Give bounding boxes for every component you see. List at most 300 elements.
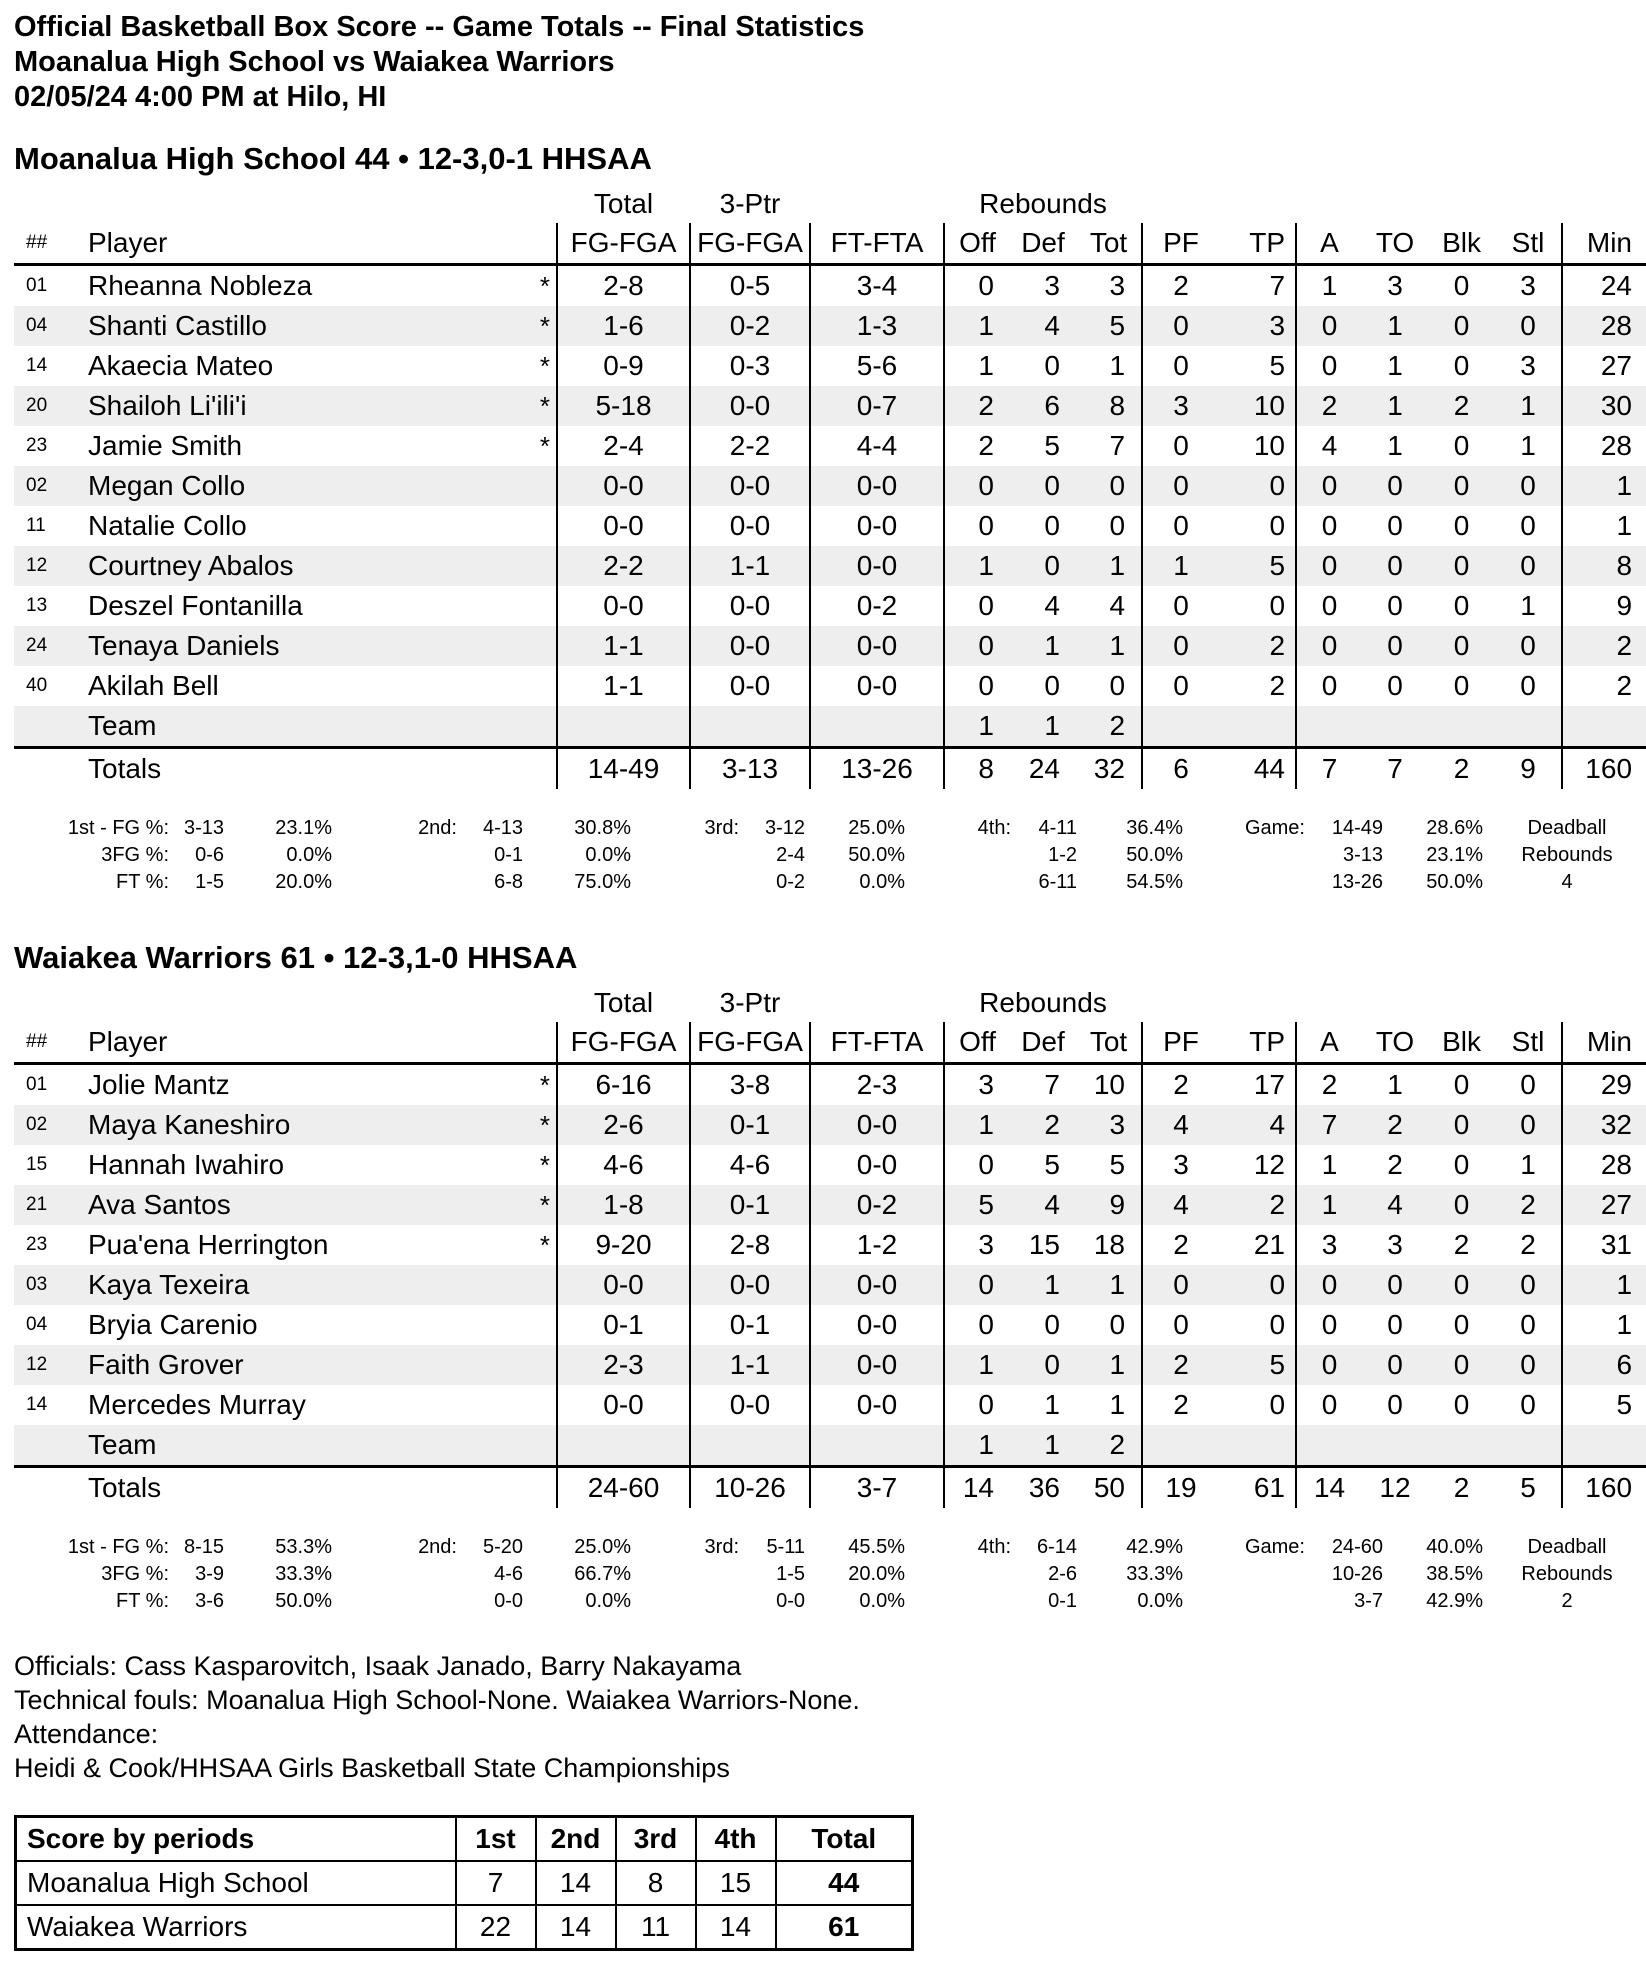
- pct-line: [905, 869, 1183, 896]
- team-heading: Moanalua High School 44 • 12-3,0-1 HHSAA: [14, 141, 652, 176]
- total-points: 0: [1269, 1269, 1286, 1300]
- pct-line: [1183, 869, 1483, 896]
- reb-def: 6: [1044, 390, 1060, 421]
- turnovers: 0: [1387, 470, 1403, 501]
- fg-fga: 1-8: [557, 1185, 690, 1225]
- 3pt-fg-fga: [690, 1425, 810, 1467]
- spacer: [810, 185, 944, 223]
- starter-mark: *: [539, 1189, 550, 1220]
- steals: 5: [1495, 1467, 1562, 1509]
- blocks: 0: [1453, 470, 1470, 501]
- blocks: 0: [1453, 1109, 1470, 1140]
- player-row: [14, 1225, 1646, 1265]
- fg-fga: 5-18: [557, 386, 690, 426]
- 3pt-fg-fga: 0-0: [690, 666, 810, 706]
- pct-line: [1183, 1534, 1483, 1561]
- team-section-moanalua: [14, 141, 1632, 896]
- matchup-line: Moanalua High School vs Waiakea Warriors: [14, 46, 615, 78]
- steals: 0: [1520, 510, 1536, 541]
- fg-fga: 2-4: [557, 426, 690, 466]
- score-q2: 14: [536, 1905, 616, 1950]
- pct-row-label: [332, 1561, 457, 1588]
- reb-def: 0: [1044, 1309, 1060, 1340]
- personal-fouls: 0: [1142, 626, 1219, 666]
- player-name: Mercedes Murray: [88, 1389, 306, 1420]
- starter-mark: [519, 666, 557, 706]
- pct-line: [631, 1561, 905, 1588]
- pct-period-group: [1183, 815, 1483, 896]
- 3pt-fg-fga: 0-0: [690, 1265, 810, 1305]
- starter-mark: *: [539, 390, 550, 421]
- reb-tot: 2: [1109, 710, 1126, 741]
- steals: 1: [1520, 1149, 1536, 1180]
- column-header: Blk: [1428, 223, 1495, 265]
- ft-fta: 0-0: [810, 1305, 944, 1345]
- assists: 0: [1296, 1265, 1362, 1305]
- minutes: 9: [1562, 586, 1646, 626]
- total-points: 0: [1269, 470, 1286, 501]
- blocks: 0: [1453, 1149, 1470, 1180]
- blocks: 0: [1453, 1069, 1470, 1100]
- pct-line: [905, 1588, 1183, 1615]
- turnovers: 3: [1387, 1229, 1403, 1260]
- reb-off: 1: [944, 1105, 1010, 1145]
- ft-fta: 0-0: [810, 1385, 944, 1425]
- deadball-rebounds: [1502, 1534, 1632, 1615]
- reb-off: 0: [944, 586, 1010, 626]
- steals: 0: [1520, 1109, 1536, 1140]
- total-points: 61: [1219, 1467, 1296, 1509]
- ft-fta: 2-3: [810, 1064, 944, 1106]
- score-header-2nd: 2nd: [536, 1817, 616, 1862]
- reb-off: 5: [944, 1185, 1010, 1225]
- pct-percentage: 36.4%: [1126, 817, 1183, 839]
- total-points: [1219, 706, 1296, 748]
- stat-column-header-row: [14, 223, 1646, 265]
- ft-fta: 0-0: [810, 466, 944, 506]
- steals: 0: [1520, 1069, 1536, 1100]
- reb-tot: 0: [1109, 510, 1126, 541]
- total-points: 0: [1269, 510, 1286, 541]
- 3pt-fg-fga: 0-0: [690, 586, 810, 626]
- reb-off: 2: [944, 426, 1010, 466]
- pct-percentage: 30.8%: [574, 817, 631, 839]
- pct-made-attempted: 1-5: [195, 871, 224, 893]
- fg-fga: 0-1: [557, 1305, 690, 1345]
- player-row: [14, 666, 1646, 706]
- turnovers: 2: [1387, 1109, 1403, 1140]
- personal-fouls: [1142, 1425, 1219, 1467]
- pct-made-attempted: 8-15: [183, 1536, 224, 1558]
- blocks: 2: [1428, 1467, 1495, 1509]
- pct-row-label: 1st - FG %:: [67, 817, 169, 839]
- steals: 0: [1520, 1349, 1536, 1380]
- player-row: [14, 346, 1646, 386]
- fg-fga: 0-9: [557, 346, 690, 386]
- starter-mark: [519, 748, 557, 790]
- fg-fga: 2-2: [557, 546, 690, 586]
- reb-off: 2: [944, 386, 1010, 426]
- column-header: Player: [88, 1022, 519, 1064]
- turnovers: 2: [1387, 1149, 1403, 1180]
- player-name: Faith Grover: [88, 1349, 244, 1380]
- reb-off: 1: [944, 346, 1010, 386]
- personal-fouls: 2: [1142, 1385, 1219, 1425]
- pct-line: [14, 1588, 332, 1615]
- starter-mark: [519, 586, 557, 626]
- starter-mark: *: [539, 430, 550, 461]
- 3pt-fg-fga: 0-2: [690, 306, 810, 346]
- jersey-number: 01: [26, 275, 48, 296]
- ft-fta: 0-7: [810, 386, 944, 426]
- reb-def: 0: [1044, 670, 1060, 701]
- player-name: Ava Santos: [88, 1189, 231, 1220]
- personal-fouls: 2: [1142, 1064, 1219, 1106]
- pct-period-group: [905, 1534, 1183, 1615]
- stat-column-header-row: [14, 1022, 1646, 1064]
- pct-line: [14, 1534, 332, 1561]
- ft-fta: [810, 1425, 944, 1467]
- minutes: 30: [1562, 386, 1646, 426]
- jersey-number: 04: [26, 1314, 48, 1335]
- pct-period-group: [631, 815, 905, 896]
- steals: 3: [1520, 350, 1536, 381]
- pct-row-label: [1183, 869, 1305, 896]
- reb-tot: 5: [1109, 310, 1126, 341]
- box-score-table: [14, 984, 1646, 1508]
- personal-fouls: 2: [1142, 1345, 1219, 1385]
- pct-row-label: Game:: [1244, 1536, 1305, 1558]
- 3pt-fg-fga: 3-8: [690, 1064, 810, 1106]
- starter-mark: [519, 1425, 557, 1467]
- player-row: [14, 466, 1646, 506]
- score-q3: 8: [616, 1861, 696, 1905]
- minutes: 27: [1562, 1185, 1646, 1225]
- jersey-number: 14: [26, 355, 48, 376]
- starter-mark: *: [539, 270, 550, 301]
- reb-off: 3: [944, 1064, 1010, 1106]
- reb-off: 0: [944, 466, 1010, 506]
- player-row: [14, 265, 1646, 307]
- score-row-waiakea: [16, 1905, 913, 1950]
- turnovers: 1: [1387, 390, 1403, 421]
- pct-period-group: [332, 1534, 631, 1615]
- fg-fga: 9-20: [557, 1225, 690, 1265]
- fg-fga: 0-0: [557, 1385, 690, 1425]
- pct-line: [14, 869, 332, 896]
- spacer: [1562, 185, 1646, 223]
- jersey-number: 23: [26, 1234, 48, 1255]
- personal-fouls: 0: [1142, 426, 1219, 466]
- jersey-number: [14, 706, 88, 748]
- column-header: Def: [1010, 1022, 1076, 1064]
- pct-made-attempted: 0-6: [195, 844, 224, 866]
- reb-def: 2: [1044, 1109, 1060, 1140]
- pct-row-label: [905, 1561, 1011, 1588]
- pct-percentage: 38.5%: [1426, 1563, 1483, 1585]
- minutes: 1: [1562, 1265, 1646, 1305]
- pct-line: [631, 869, 905, 896]
- pct-row-label: [1183, 842, 1305, 869]
- total-points: 5: [1269, 550, 1286, 581]
- pct-made-attempted: 3-7: [1354, 1590, 1383, 1612]
- personal-fouls: 4: [1142, 1105, 1219, 1145]
- pct-line: [1183, 1588, 1483, 1615]
- reb-off: 0: [944, 265, 1010, 307]
- reb-tot: 18: [1093, 1229, 1126, 1260]
- pct-made-attempted: 5-20: [482, 1536, 523, 1558]
- reb-off: 1: [944, 1345, 1010, 1385]
- reb-tot: 1: [1109, 550, 1126, 581]
- column-header: TO: [1362, 1022, 1428, 1064]
- total-points: 0: [1269, 590, 1286, 621]
- blocks: 0: [1453, 310, 1470, 341]
- assists: 0: [1296, 546, 1362, 586]
- reb-def: 36: [1010, 1467, 1076, 1509]
- player-row: [14, 386, 1646, 426]
- ft-fta: 0-0: [810, 546, 944, 586]
- minutes: 28: [1562, 306, 1646, 346]
- pct-made-attempted: 13-26: [1331, 871, 1383, 893]
- personal-fouls: [1142, 706, 1219, 748]
- minutes: 28: [1562, 1145, 1646, 1185]
- ft-fta: 0-0: [810, 1265, 944, 1305]
- ft-fta: 0-2: [810, 1185, 944, 1225]
- player-name: Natalie Collo: [88, 510, 247, 541]
- jersey-number: 20: [26, 395, 48, 416]
- pct-made-attempted: 10-26: [1331, 1563, 1383, 1585]
- minutes: 160: [1562, 1467, 1646, 1509]
- total-points: 2: [1269, 1189, 1286, 1220]
- turnovers: 0: [1387, 590, 1403, 621]
- blocks: [1428, 1425, 1495, 1467]
- 3pt-fg-fga: 2-2: [690, 426, 810, 466]
- pct-row-label: 4th:: [977, 817, 1011, 839]
- pct-percentage: 0.0%: [859, 871, 905, 893]
- column-header: A: [1296, 1022, 1362, 1064]
- starter-mark: [519, 1305, 557, 1345]
- pct-period-group: [332, 815, 631, 896]
- pct-made-attempted: 0-2: [776, 871, 805, 893]
- starter-mark: [519, 626, 557, 666]
- pct-made-attempted: 5-11: [766, 1536, 805, 1558]
- reb-def: 0: [1044, 350, 1060, 381]
- 3pt-fg-fga: 2-8: [690, 1225, 810, 1265]
- turnovers: 0: [1387, 1389, 1403, 1420]
- reb-tot: 1: [1109, 350, 1126, 381]
- reb-tot: 0: [1109, 670, 1126, 701]
- reb-off: 1: [944, 706, 1010, 748]
- total-points: 17: [1253, 1069, 1286, 1100]
- jersey-number: 02: [26, 1114, 48, 1135]
- 3pt-fg-fga: 0-0: [690, 386, 810, 426]
- 3pt-fg-fga: [690, 706, 810, 748]
- pct-line: [14, 842, 332, 869]
- pct-row-label: [1183, 1561, 1305, 1588]
- reb-def: 4: [1044, 1189, 1060, 1220]
- personal-fouls: 0: [1142, 586, 1219, 626]
- pct-line: [332, 1534, 631, 1561]
- player-name: Tenaya Daniels: [88, 630, 280, 661]
- column-header: FT-FTA: [810, 1022, 944, 1064]
- pct-made-attempted: 1-5: [776, 1563, 805, 1585]
- spacer: [14, 185, 557, 223]
- 3pt-fg-fga: 0-0: [690, 1385, 810, 1425]
- column-header: Stl: [1495, 223, 1562, 265]
- personal-fouls: 0: [1142, 666, 1219, 706]
- pct-made-attempted: 2-4: [776, 844, 805, 866]
- pct-percentage: 50.0%: [1426, 871, 1483, 893]
- fg-fga: 1-1: [557, 666, 690, 706]
- jersey-number: 12: [26, 1354, 48, 1375]
- fg-fga: 24-60: [557, 1467, 690, 1509]
- score-header-total: Total: [776, 1817, 913, 1862]
- steals: 0: [1520, 470, 1536, 501]
- player-name: Totals: [88, 748, 519, 790]
- ft-fta: 0-0: [810, 626, 944, 666]
- group-label-3ptr: 3-Ptr: [690, 984, 810, 1022]
- pct-percentage: 0.0%: [585, 844, 631, 866]
- jersey-number: 21: [26, 1194, 48, 1215]
- personal-fouls: 6: [1142, 748, 1219, 790]
- deadball-line: 4: [1561, 871, 1573, 893]
- pct-line: [332, 869, 631, 896]
- score-q1: 7: [456, 1861, 536, 1905]
- score-q3: 11: [616, 1905, 696, 1950]
- blocks: [1428, 706, 1495, 748]
- blocks: 2: [1453, 1229, 1470, 1260]
- jersey-number: [14, 1425, 88, 1467]
- team-section-waiakea: [14, 940, 1632, 1615]
- blocks: 0: [1453, 670, 1470, 701]
- pct-row-label: 2nd:: [418, 817, 457, 839]
- steals: 0: [1520, 550, 1536, 581]
- minutes: 29: [1562, 1064, 1646, 1106]
- team-stats-table-wrap: [14, 185, 1632, 789]
- column-header: TP: [1219, 223, 1296, 265]
- pct-row-label: [631, 1561, 739, 1588]
- pct-made-attempted: 2-6: [1048, 1563, 1077, 1585]
- player-name: Kaya Texeira: [88, 1269, 250, 1300]
- 3pt-fg-fga: 0-0: [690, 626, 810, 666]
- reb-tot: 7: [1109, 430, 1126, 461]
- pct-percentage: 23.1%: [1426, 844, 1483, 866]
- assists: 1: [1296, 1185, 1362, 1225]
- report-title: Official Basketball Box Score -- Game Totals -- Final Statistics: [14, 11, 865, 43]
- reb-tot: 1: [1109, 1269, 1126, 1300]
- pct-percentage: 54.5%: [1126, 871, 1183, 893]
- reb-def: 7: [1044, 1069, 1060, 1100]
- minutes: 27: [1562, 346, 1646, 386]
- minutes: 1: [1562, 506, 1646, 546]
- column-header: [519, 1022, 557, 1064]
- player-name: Jamie Smith: [88, 430, 243, 461]
- pct-percentage: 75.0%: [574, 871, 631, 893]
- score-q4: 15: [696, 1861, 776, 1905]
- personal-fouls: 2: [1142, 265, 1219, 307]
- reb-def: 1: [1044, 1269, 1060, 1300]
- ft-fta: 3-4: [810, 265, 944, 307]
- turnovers: [1362, 1425, 1428, 1467]
- jersey-number: 11: [26, 515, 46, 536]
- reb-def: 5: [1044, 1149, 1060, 1180]
- score-by-periods-table: [14, 1815, 914, 1951]
- player-name: Team: [88, 710, 157, 741]
- pct-made-attempted: 6-11: [1038, 871, 1077, 893]
- minutes: 160: [1562, 748, 1646, 790]
- 3pt-fg-fga: 4-6: [690, 1145, 810, 1185]
- steals: [1495, 706, 1562, 748]
- assists: 14: [1296, 1467, 1362, 1509]
- pct-percentage: 45.5%: [848, 1536, 905, 1558]
- pct-line: [631, 1588, 905, 1615]
- pct-row-label: 3FG %:: [101, 844, 169, 866]
- player-name: Maya Kaneshiro: [88, 1109, 291, 1140]
- player-name: Pua'ena Herrington: [88, 1229, 329, 1260]
- column-header: PF: [1142, 1022, 1219, 1064]
- personal-fouls: 0: [1142, 1305, 1219, 1345]
- pct-percentage: 0.0%: [859, 1590, 905, 1612]
- pct-period-group: [14, 1534, 332, 1615]
- personal-fouls: 0: [1142, 466, 1219, 506]
- totals-row: [14, 1467, 1646, 1509]
- document-header: [14, 10, 1632, 115]
- turnovers: [1362, 706, 1428, 748]
- steals: 0: [1520, 1269, 1536, 1300]
- personal-fouls: 0: [1142, 306, 1219, 346]
- player-name: Jolie Mantz: [88, 1069, 230, 1100]
- reb-off: 1: [944, 306, 1010, 346]
- column-header: Tot: [1076, 223, 1142, 265]
- pct-row-label: [905, 842, 1011, 869]
- starter-mark: *: [539, 1069, 550, 1100]
- minutes: 1: [1562, 466, 1646, 506]
- steals: 0: [1520, 630, 1536, 661]
- turnovers: 0: [1387, 1269, 1403, 1300]
- reb-off: 3: [944, 1225, 1010, 1265]
- pct-percentage: 25.0%: [574, 1536, 631, 1558]
- jersey-number: 02: [26, 475, 48, 496]
- group-label-total: Total: [557, 185, 690, 223]
- pct-percentage: 42.9%: [1426, 1590, 1483, 1612]
- minutes: 32: [1562, 1105, 1646, 1145]
- score-q2: 14: [536, 1861, 616, 1905]
- pct-percentage: 50.0%: [1126, 844, 1183, 866]
- jersey-number: [14, 748, 88, 790]
- total-points: [1219, 1425, 1296, 1467]
- total-points: 2: [1269, 630, 1286, 661]
- steals: 2: [1520, 1229, 1536, 1260]
- reb-def: 0: [1044, 510, 1060, 541]
- player-name: Team: [88, 1429, 157, 1460]
- pct-row-label: [631, 1588, 739, 1615]
- 3pt-fg-fga: 10-26: [690, 1467, 810, 1509]
- spacer: [1296, 984, 1562, 1022]
- pct-percentage: 66.7%: [574, 1563, 631, 1585]
- 3pt-fg-fga: 0-0: [690, 466, 810, 506]
- fg-fga: 2-3: [557, 1345, 690, 1385]
- total-points: 4: [1269, 1109, 1286, 1140]
- starter-mark: *: [539, 310, 550, 341]
- fg-fga: 2-8: [557, 265, 690, 307]
- reb-def: 4: [1044, 590, 1060, 621]
- player-row: [14, 306, 1646, 346]
- pct-made-attempted: 6-14: [1036, 1536, 1077, 1558]
- pct-percentage: 20.0%: [848, 1563, 905, 1585]
- reb-off: 1: [944, 546, 1010, 586]
- reb-tot: 10: [1093, 1069, 1126, 1100]
- player-row: [14, 1265, 1646, 1305]
